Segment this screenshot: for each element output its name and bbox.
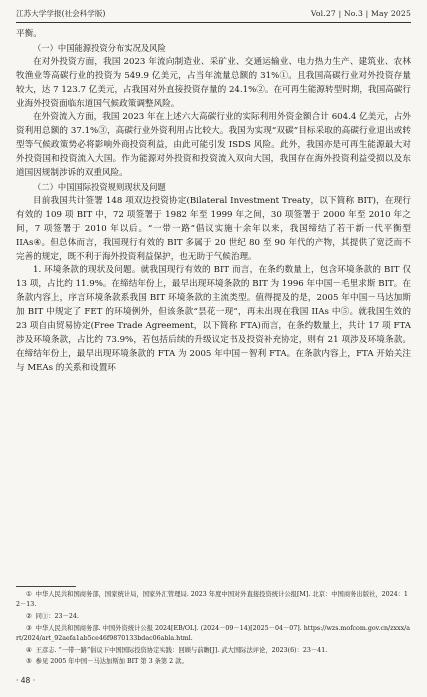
footnote-text: 中华人民共和国商务部，国家统计局，国家外汇管理局. 2023 年度中国对外直接投资统计公报[M]. 北京：中国商务出版社，2024：12－13. [16,591,408,608]
journal-title: 江苏大学学报(社会科学版) [16,8,106,18]
footnote [16,657,411,667]
section-heading-investment-rules: （二）中国国际投资规则现状及问题 [33,181,166,192]
footnote-text: 同①：23－24. [35,612,79,620]
footnote-mark: ④ [26,646,32,654]
section-heading-energy-investment: （一）中国能源投资分布实况及风险 [33,42,166,53]
running-header [16,6,411,20]
paragraph-inbound-investment: 在外资流入方面，我国 2023 年在上述六大高碳行业的实际利用外资金额合计 604.4 亿美元，占外资利用总额的 37.1%③，高碳行业外资利用占比较大。我国为实现“双碳”目标采取的高碳行业退出或转型等气候政策势必将影响外商投资利益，由此可能引发 ISDS 风险。此外，我国亦是可再生能源最大对外投资国和投资流入大国。作为能源对外投资和投资流入双向大国，我国存在海外投资利益受损以及东道国因规制涉诉的双重风险。 [16,112,411,179]
paragraph-environment-clauses: 1. 环境条款的现状及问题。就我国现行有效的 BIT 而言，在条约数量上，包含环境条款的 BIT 仅 13 项，占比约 11.9%。在缔结年份上，最早出现环境条款的 BIT 为 1996 年中国－毛里求斯 BIT。在条款内容上，序言环境条款系我国 BIT 环境条款的主流类型。值得提及的是，2005 年中国－马达加斯加 BIT 中规定了 FET 的环境例外，但该条款“昙花一现”，再未出现在我国 IIAs 中⑤。就我国生效的 23 项自由贸易协定(Free Trade Agreement，以下简称 FTA)而言，在条约数量上，共计 17 项 FTA 涉及环境条款，占比约 73.9%，若包括后续的升级议定书及投资补充协定，则有 21 项涉及环境条款。在缔结年份上，最早出现环境条款的 FTA 为 2005 年中国－智利 FTA。在条款内容上，FTA 开始关注与 MEAs 的关系和设置环 [16,265,411,373]
footnote [16,590,411,610]
footnote [16,646,411,656]
paragraph-continuation: 平衡。 [16,29,42,39]
issue-info: Vol.27 | No.3 | May 2025 [310,8,411,18]
paragraph-outbound-investment: 在对外投资方面，我国 2023 年流向制造业、采矿业、交通运输业、电力热力生产、建筑业、农林牧渔业等高碳行业的投资为 549.9 亿美元，占当年流量总额的 31%①。且我国高碳行业对外投资存量较大，达 7 123.7 亿美元，占我国对外直接投资存量的 24.1%②。在可再生能源转型时期，我国高碳行业海外投资面临东道国气候政策调整风险。 [16,56,411,109]
footnote-mark: ② [26,612,32,620]
footnote-text: 中华人民共和国商务部. 中国外资统计公报 2024[EB/OL]. (2024－09－14)[2025－04－07]. https://wzs.mofcom.gov.cn/zxxx/art/2024/art_92aefa1ab5ce46f9870133bdac06abla.html. [16,624,411,642]
footnote-mark: ③ [26,624,32,632]
footnote-rule [16,586,76,587]
footnotes [16,590,411,669]
footnote-mark: ① [26,591,32,598]
page-number: · 48 · [16,676,36,685]
header-rule [16,22,411,23]
footnote [16,624,411,644]
article-body [16,28,411,376]
footnote-mark: ⑤ [26,658,32,666]
paragraph-bit-overview: 目前我国共计签署 148 项双边投资协定(Bilateral Investment Treaty，以下简称 BIT)，在现行有效的 109 项 BIT 中，72 项签署于 1982 年至 1999 年之间，30 项签署于 2000 年至 2010 年之间，7 项签署于 2010 年以后。“一带一路”倡议实施十余年以来，我国缔结了若干新一代平衡型 IIAs④。但总体而言，我国现行有效的 BIT 多属于 20 世纪 80 至 90 年代的产物，其提供了宽泛而不完善的规定，既不利于海外投资利益保护，也无助于气候治理。 [16,195,411,262]
footnote [16,612,411,622]
footnote-text: 参见 2005 年中国－马达加斯加 BIT 第 3 条第 2 款。 [35,658,188,666]
footnote-text: 王彦志. “一带一路”倡议下中国国际投资协定实践：回顾与前瞻[J]. 武大国际法评论，2023(6)：23－41. [35,646,328,654]
